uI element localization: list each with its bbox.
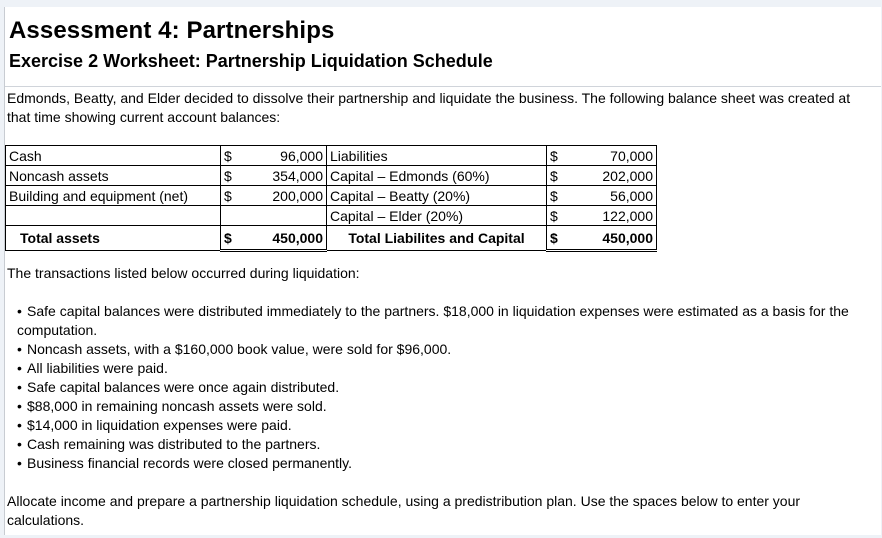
bullet-icon: • xyxy=(17,436,22,452)
total-liabilities-label: Total Liabilites and Capital xyxy=(327,226,547,251)
total-row xyxy=(6,226,657,251)
bullet-icon: • xyxy=(17,360,22,376)
table-row xyxy=(6,146,657,166)
dollar-sign: $ xyxy=(547,186,569,206)
dollar-sign: $ xyxy=(547,206,569,226)
asset-label xyxy=(6,206,221,226)
liability-label: Capital – Edmonds (60%) xyxy=(327,166,547,186)
list-item-text: Safe capital balances were distributed immediately to the partners. $18,000 in liquidation expenses were estimated as a basis for the computation. xyxy=(17,303,849,338)
asset-value: 354,000 xyxy=(241,166,327,186)
bullet-icon: • xyxy=(17,455,22,471)
intro-paragraph: Edmonds, Beatty, and Elder decided to dissolve their partnership and liquidate the business. The following balance sheet was created at that time showing current account balances: xyxy=(7,90,851,125)
dollar-sign: $ xyxy=(221,226,241,251)
page-title: Assessment 4: Partnerships xyxy=(9,17,335,44)
transactions-list xyxy=(7,302,875,473)
divider xyxy=(5,86,881,87)
list-item xyxy=(7,340,875,359)
total-assets-label: Total assets xyxy=(6,226,221,251)
bullet-icon: • xyxy=(17,379,22,395)
total-assets-value: 450,000 xyxy=(241,226,327,251)
bullet-icon: • xyxy=(17,303,22,319)
dollar-sign: $ xyxy=(547,226,569,251)
dollar-sign: $ xyxy=(547,146,569,166)
page-subtitle: Exercise 2 Worksheet: Partnership Liquidation Schedule xyxy=(9,51,493,71)
dollar-sign: $ xyxy=(221,166,241,186)
dollar-sign: $ xyxy=(221,146,241,166)
asset-label: Cash xyxy=(6,146,221,166)
dollar-sign: $ xyxy=(547,166,569,186)
list-item-text: Business financial records were closed permanently. xyxy=(27,455,353,471)
instructions-paragraph: Allocate income and prepare a partnership liquidation schedule, using a predistribution plan. Use the spaces below to enter your calculations. xyxy=(7,493,801,528)
table-row xyxy=(6,166,657,186)
list-item xyxy=(7,435,875,454)
list-item xyxy=(7,454,875,473)
table-row xyxy=(6,186,657,206)
list-item xyxy=(7,378,875,397)
list-item-text: $88,000 in remaining noncash assets were sold. xyxy=(27,398,327,414)
table-row xyxy=(6,206,657,226)
liability-value: 122,000 xyxy=(569,206,657,226)
dollar-sign: $ xyxy=(221,186,241,206)
asset-value xyxy=(241,206,327,226)
liability-label: Capital – Beatty (20%) xyxy=(327,186,547,206)
asset-label: Noncash assets xyxy=(6,166,221,186)
total-liabilities-value: 450,000 xyxy=(569,226,657,251)
bullet-icon: • xyxy=(17,398,22,414)
asset-value: 96,000 xyxy=(241,146,327,166)
bullet-icon: • xyxy=(17,341,22,357)
balance-sheet-table xyxy=(5,145,657,252)
transactions-intro: The transactions listed below occurred during liquidation: xyxy=(7,265,360,281)
liability-value: 56,000 xyxy=(569,186,657,206)
list-item-text: $14,000 in liquidation expenses were paid. xyxy=(27,417,292,433)
liability-value: 202,000 xyxy=(569,166,657,186)
list-item xyxy=(7,359,875,378)
list-item-text: Noncash assets, with a $160,000 book value, were sold for $96,000. xyxy=(27,341,452,357)
liability-label: Capital – Elder (20%) xyxy=(327,206,547,226)
list-item xyxy=(7,397,875,416)
list-item-text: Cash remaining was distributed to the partners. xyxy=(27,436,321,452)
dollar-sign xyxy=(221,206,241,226)
asset-label: Building and equipment (net) xyxy=(6,186,221,206)
liability-value: 70,000 xyxy=(569,146,657,166)
list-item-text: Safe capital balances were once again distributed. xyxy=(27,379,340,395)
worksheet-page xyxy=(4,7,881,535)
liability-label: Liabilities xyxy=(327,146,547,166)
asset-value: 200,000 xyxy=(241,186,327,206)
list-item xyxy=(7,416,875,435)
bullet-icon: • xyxy=(17,417,22,433)
list-item xyxy=(7,302,875,340)
list-item-text: All liabilities were paid. xyxy=(27,360,168,376)
